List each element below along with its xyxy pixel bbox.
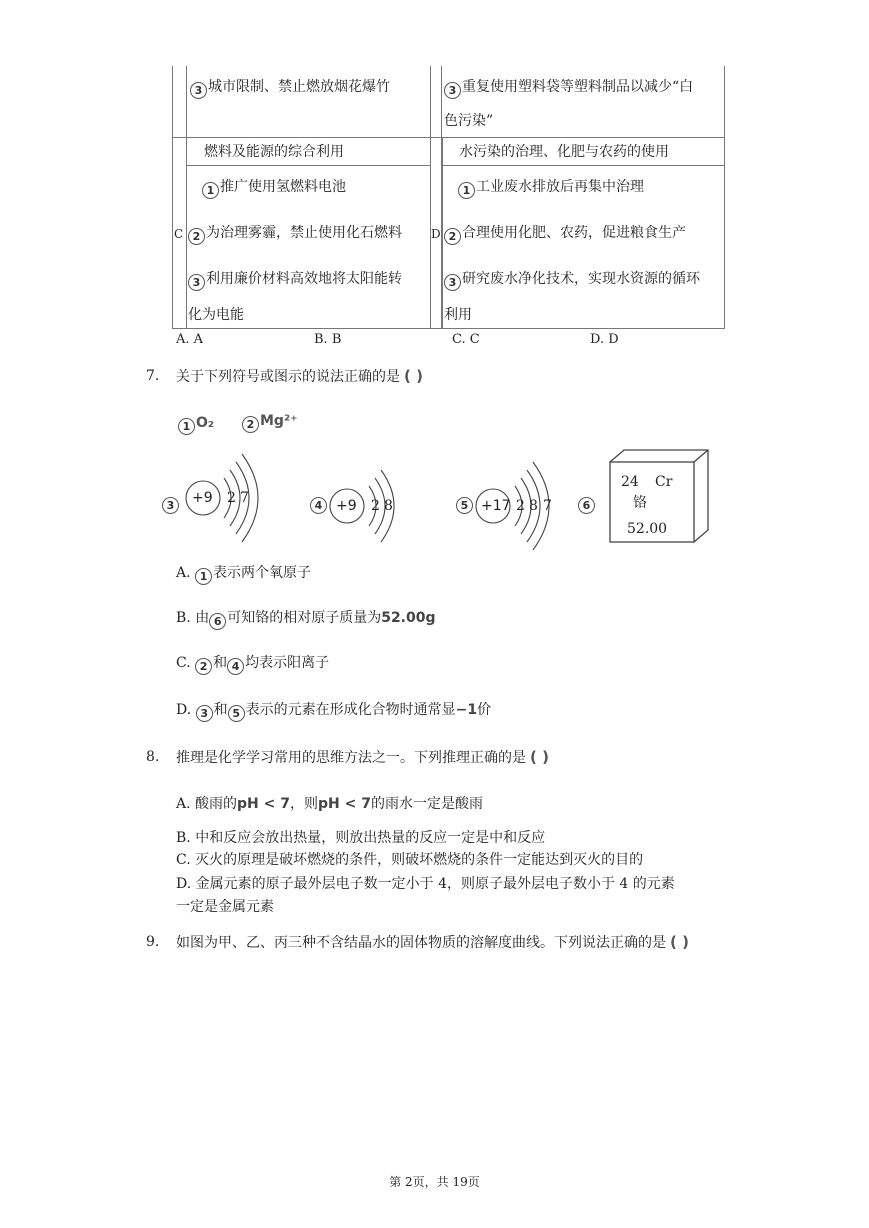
table-cell (190, 80, 390, 99)
cell-text: 重复使用塑料袋等塑料制品以减少“白 (462, 79, 694, 95)
option-text: A. 酸雨的 (176, 796, 238, 812)
math-value: −1 (455, 702, 478, 718)
table-cell (202, 180, 346, 199)
question-number: 8. (146, 749, 160, 765)
nucleus-charge: +9 (192, 490, 213, 506)
circled-number: 1 (178, 418, 195, 435)
electron-count: 7 (240, 490, 249, 506)
cell-text: 色污染” (444, 113, 494, 129)
diagram-label-5 (456, 491, 474, 514)
table-cell (444, 80, 693, 99)
nucleus-charge: +9 (336, 498, 357, 514)
cell-text: 推广使用氢燃料电池 (220, 179, 346, 195)
q6-option-d[interactable]: D. D (590, 332, 619, 347)
option-text: ，则 (289, 796, 318, 812)
answer-blank[interactable]: ( ) (670, 933, 689, 951)
diagram-label-6 (578, 491, 596, 514)
circled-number: 4 (310, 497, 327, 514)
cell-text: 工业废水排放后再集中治理 (476, 179, 644, 195)
circled-number: 2 (188, 228, 205, 245)
symbol-2 (242, 413, 297, 433)
circled-number: 2 (195, 658, 212, 675)
q7-option-c[interactable] (176, 656, 329, 675)
q6-option-c[interactable]: C. C (452, 332, 480, 347)
option-text: 表示两个氧原子 (213, 565, 312, 581)
option-letter: A. (176, 565, 191, 581)
option-letter: B. 由 (176, 610, 210, 626)
cell-text: 研究废水净化技术，实现水资源的循环 (462, 271, 700, 287)
question-stem (176, 750, 549, 765)
table-row-divider (172, 137, 724, 138)
table-header: 燃料及能源的综合利用 (204, 144, 344, 160)
table-cell (188, 272, 402, 291)
option-text: 均表示阳离子 (245, 655, 330, 671)
q8-option-c[interactable]: C. 灭火的原理是破坏燃烧的条件，则破坏燃烧的条件一定能达到灭火的目的 (176, 852, 644, 868)
circled-number: 1 (458, 182, 475, 199)
option-letter: D. (176, 702, 192, 718)
electron-count: 2 (227, 490, 236, 506)
circled-number: 3 (196, 705, 213, 722)
answer-blank[interactable]: ( ) (404, 367, 423, 385)
stem-text: 推理是化学学习常用的思维方法之一。下列推理正确的是 (176, 750, 526, 766)
element-symbol: Cr (655, 474, 673, 490)
cell-text: 城市限制、禁止燃放烟花爆竹 (208, 79, 390, 95)
q8-option-b[interactable]: B. 中和反应会放出热量，则放出热量的反应一定是中和反应 (176, 830, 546, 846)
diagram-label-3 (162, 491, 180, 514)
stem-text: 如图为甲、乙、丙三种不含结晶水的固体物质的溶解度曲线。下列说法正确的是 (176, 935, 666, 951)
circled-number: 6 (209, 613, 226, 630)
nucleus-charge: +17 (481, 498, 511, 514)
option-text: 的雨水一定是酸雨 (370, 796, 483, 812)
table-border-left (172, 66, 173, 329)
option-text: 和 (213, 655, 228, 671)
circled-number: 3 (190, 82, 207, 99)
q7-option-a[interactable] (176, 566, 311, 585)
table-cell (458, 180, 644, 199)
row-label-d: D (431, 227, 441, 241)
element-name: 铬 (633, 495, 647, 511)
circled-number: 4 (227, 658, 244, 675)
question-stem (176, 935, 689, 950)
answer-blank[interactable]: ( ) (530, 748, 549, 766)
formula-o2: O₂ (196, 415, 215, 431)
cell-text: 合理使用化肥、农药，促进粮食生产 (462, 225, 686, 241)
formula-mg2: Mg²⁺ (260, 413, 298, 429)
symbol-1 (178, 415, 214, 435)
question-number: 9. (146, 934, 160, 950)
table-border-right (724, 66, 725, 329)
table-bottom (172, 328, 724, 329)
stem-text: 关于下列符号或图示的说法正确的是 (176, 369, 400, 385)
q7-option-d[interactable] (176, 703, 491, 722)
table-cell (444, 226, 686, 245)
table-cell (188, 226, 402, 245)
option-letter: C. (176, 655, 191, 671)
option-text: 表示的元素在形成化合物时通常显 (245, 702, 456, 718)
circled-number: 3 (444, 274, 461, 291)
q8-option-a[interactable] (176, 797, 483, 811)
table-header: 水污染的治理、化肥与农药的使用 (459, 144, 669, 160)
option-text: 价 (477, 702, 492, 718)
question-stem (176, 369, 423, 384)
table-d-inner-left (442, 138, 443, 329)
page-footer: 第 2页，共 19页 (389, 1175, 480, 1189)
circled-number: 1 (195, 568, 212, 585)
option-text: 和 (213, 702, 228, 718)
diagram-label-4 (310, 491, 328, 514)
question-number: 7. (146, 368, 160, 384)
q8-option-d-cont: 一定是金属元素 (176, 899, 274, 915)
circled-number: 3 (444, 82, 461, 99)
circled-number: 5 (456, 497, 473, 514)
q6-option-a[interactable]: A. A (176, 332, 204, 347)
math-value: 52.00g (381, 610, 436, 626)
electron-count: 8 (384, 498, 393, 514)
circled-number: 5 (228, 705, 245, 722)
circled-number: 3 (162, 497, 179, 514)
table-border-left-inner (186, 66, 187, 138)
cell-text: 为治理雾霾，禁止使用化石燃料 (206, 225, 402, 241)
cell-text: 化为电能 (188, 307, 244, 323)
electron-count: 2 (371, 498, 380, 514)
atomic-mass: 52.00 (627, 521, 668, 537)
table-header-divider-left (186, 165, 430, 166)
electron-count: 8 (529, 498, 538, 514)
table-cell (444, 272, 700, 291)
electron-count: 7 (543, 498, 552, 514)
math-value: pH < 7 (317, 796, 371, 812)
table-header-divider-right (442, 165, 724, 166)
q8-option-d[interactable]: D. 金属元素的原子最外层电子数一定小于 4，则原子最外层电子数小于 4 的元素 (176, 876, 675, 892)
math-value: pH < 7 (237, 796, 290, 812)
circled-number: 6 (578, 497, 595, 514)
electron-count: 2 (516, 498, 525, 514)
cell-text: 利用 (444, 307, 472, 323)
row-label-c: C (174, 227, 184, 241)
q6-option-b[interactable]: B. B (314, 332, 342, 347)
circled-number: 1 (202, 182, 219, 199)
table-border-mid-left (430, 66, 431, 329)
cell-text: 利用廉价材料高效地将太阳能转 (206, 271, 402, 287)
atomic-number: 24 (621, 474, 639, 490)
option-text: 可知铬的相对原子质量为 (227, 610, 382, 626)
q7-option-b[interactable] (176, 611, 436, 630)
table-c-inner-left (186, 138, 187, 329)
circled-number: 2 (444, 228, 461, 245)
circled-number: 2 (242, 416, 259, 433)
circled-number: 3 (188, 274, 205, 291)
